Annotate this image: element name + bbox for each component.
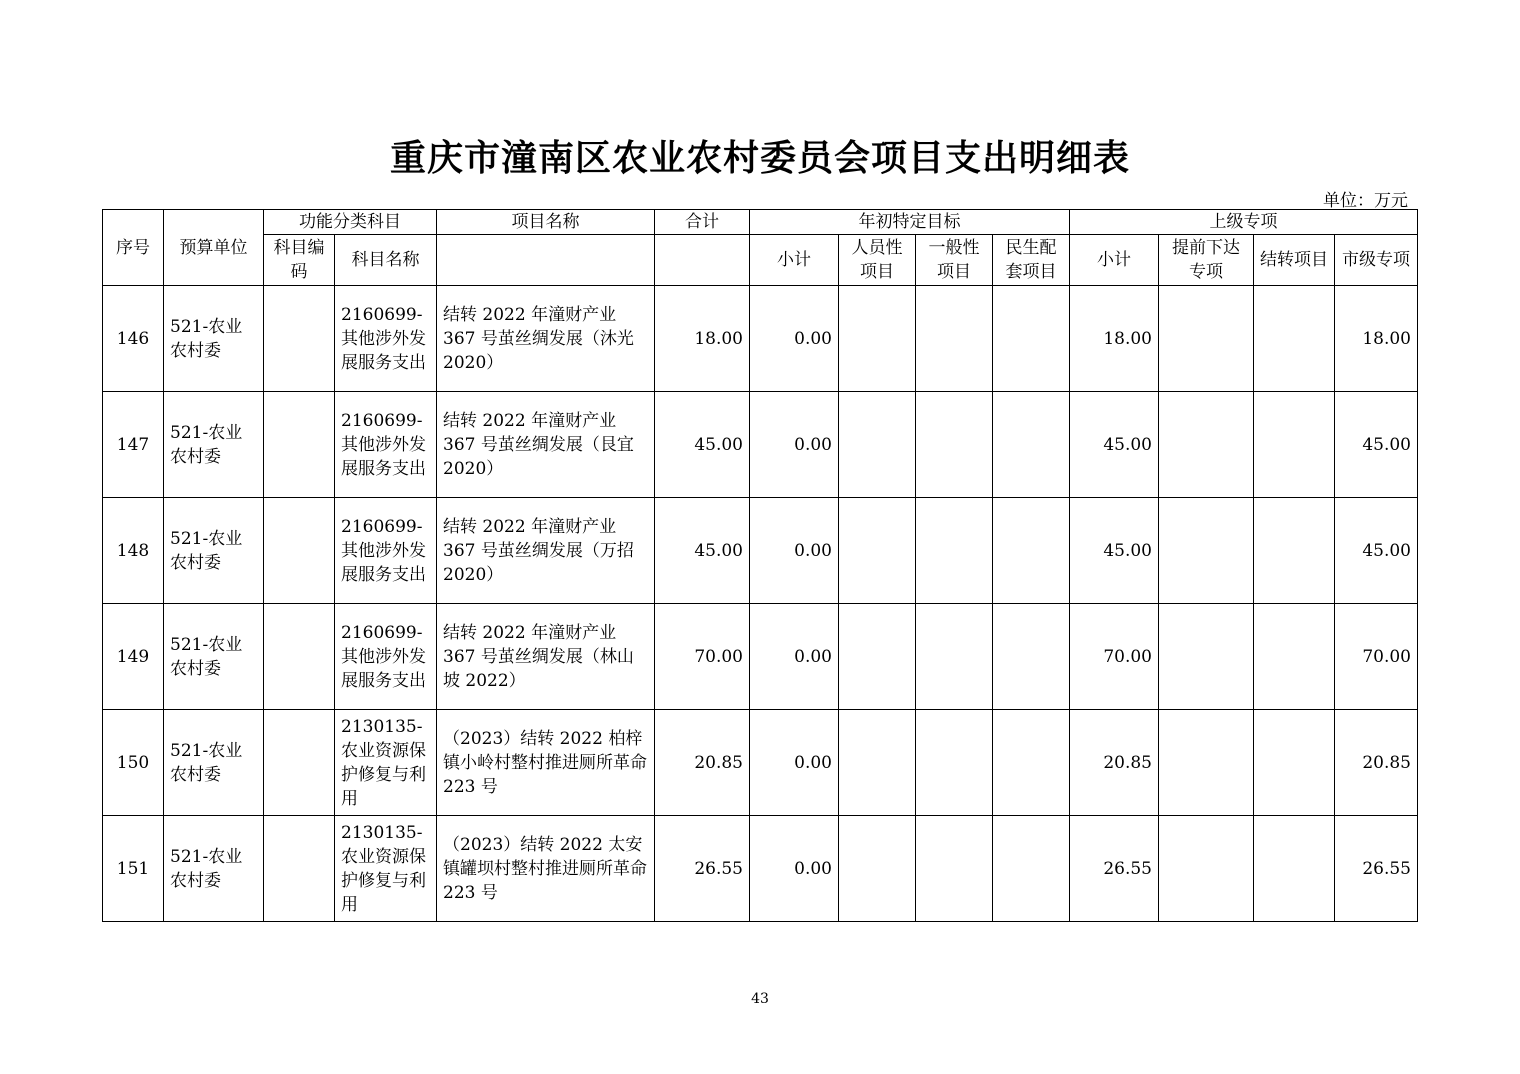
cell-total: 20.85 [655,710,750,816]
cell-advance [1159,286,1254,392]
cell-unit: 521-农业农村委 [164,710,264,816]
cell-code [264,710,335,816]
cell-city: 26.55 [1335,816,1418,922]
cell-seq: 146 [103,286,164,392]
cell-project: 结转 2022 年潼财产业 367 号茧丝绸发展（艮宜 2020） [437,392,655,498]
cell-project: 结转 2022 年潼财产业 367 号茧丝绸发展（林山坡 2022） [437,604,655,710]
cell-seq: 147 [103,392,164,498]
header-project-name-blank [437,235,655,286]
page-number: 43 [751,991,769,1007]
cell-livelihood [993,604,1070,710]
cell-unit: 521-农业农村委 [164,498,264,604]
cell-project: （2023）结转 2022 太安镇罐坝村整村推进厕所革命 223 号 [437,816,655,922]
header-general: 一般性项目 [916,235,993,286]
header-carry: 结转项目 [1254,235,1335,286]
cell-advance [1159,816,1254,922]
cell-city: 45.00 [1335,392,1418,498]
table-row [103,498,1418,604]
cell-advance [1159,392,1254,498]
cell-carry [1254,816,1335,922]
cell-general [916,498,993,604]
cell-seq: 148 [103,498,164,604]
cell-code [264,816,335,922]
cell-total: 45.00 [655,392,750,498]
cell-unit: 521-农业农村委 [164,604,264,710]
cell-project: （2023）结转 2022 柏梓镇小岭村整村推进厕所革命 223 号 [437,710,655,816]
cell-livelihood [993,498,1070,604]
cell-total: 26.55 [655,816,750,922]
table-row [103,286,1418,392]
cell-code [264,286,335,392]
header-total-blank [655,235,750,286]
cell-general [916,392,993,498]
cell-personnel [839,604,916,710]
cell-carry [1254,286,1335,392]
cell-seq: 149 [103,604,164,710]
table-row [103,392,1418,498]
header-func-class: 功能分类科目 [264,210,437,235]
cell-livelihood [993,286,1070,392]
cell-subject: 2160699-其他涉外发展服务支出 [335,392,437,498]
header-subject-name: 科目名称 [335,235,437,286]
cell-livelihood [993,816,1070,922]
cell-city: 45.00 [1335,498,1418,604]
cell-general [916,286,993,392]
cell-city: 18.00 [1335,286,1418,392]
cell-seq: 150 [103,710,164,816]
cell-carry [1254,392,1335,498]
cell-upper-subtotal: 45.00 [1070,498,1159,604]
cell-annual-subtotal: 0.00 [750,604,839,710]
header-annual-subtotal: 小计 [750,235,839,286]
cell-subject: 2130135-农业资源保护修复与利用 [335,710,437,816]
header-city: 市级专项 [1335,235,1418,286]
cell-livelihood [993,710,1070,816]
header-upper-subtotal: 小计 [1070,235,1159,286]
cell-code [264,604,335,710]
cell-advance [1159,604,1254,710]
cell-annual-subtotal: 0.00 [750,286,839,392]
cell-city: 70.00 [1335,604,1418,710]
cell-upper-subtotal: 26.55 [1070,816,1159,922]
cell-personnel [839,816,916,922]
cell-city: 20.85 [1335,710,1418,816]
cell-general [916,816,993,922]
header-total: 合计 [655,210,750,235]
cell-project: 结转 2022 年潼财产业 367 号茧丝绸发展（万招 2020） [437,498,655,604]
header-advance: 提前下达专项 [1159,235,1254,286]
header-row-1 [103,210,1418,235]
cell-personnel [839,710,916,816]
cell-upper-subtotal: 18.00 [1070,286,1159,392]
cell-upper-subtotal: 45.00 [1070,392,1159,498]
cell-carry [1254,710,1335,816]
cell-total: 70.00 [655,604,750,710]
header-project-name: 项目名称 [437,210,655,235]
unit-label: 单位：万元 [1323,191,1408,211]
cell-annual-subtotal: 0.00 [750,498,839,604]
cell-subject: 2160699-其他涉外发展服务支出 [335,286,437,392]
table-row [103,604,1418,710]
cell-personnel [839,286,916,392]
cell-project: 结转 2022 年潼财产业 367 号茧丝绸发展（沐光 2020） [437,286,655,392]
header-personnel: 人员性项目 [839,235,916,286]
cell-carry [1254,498,1335,604]
cell-unit: 521-农业农村委 [164,286,264,392]
header-upper-special: 上级专项 [1070,210,1418,235]
expenditure-table [102,209,1418,922]
cell-personnel [839,498,916,604]
header-annual-target: 年初特定目标 [750,210,1070,235]
cell-total: 18.00 [655,286,750,392]
header-seq: 序号 [103,210,164,286]
cell-unit: 521-农业农村委 [164,392,264,498]
cell-total: 45.00 [655,498,750,604]
table-row [103,816,1418,922]
cell-subject: 2160699-其他涉外发展服务支出 [335,604,437,710]
cell-livelihood [993,392,1070,498]
cell-upper-subtotal: 20.85 [1070,710,1159,816]
cell-personnel [839,392,916,498]
cell-seq: 151 [103,816,164,922]
header-subject-code: 科目编码 [264,235,335,286]
cell-advance [1159,498,1254,604]
table-row [103,710,1418,816]
cell-annual-subtotal: 0.00 [750,710,839,816]
cell-annual-subtotal: 0.00 [750,816,839,922]
header-row-2 [103,235,1418,286]
header-livelihood: 民生配套项目 [993,235,1070,286]
cell-advance [1159,710,1254,816]
cell-carry [1254,604,1335,710]
cell-general [916,604,993,710]
cell-code [264,392,335,498]
page-title: 重庆市潼南区农业农村委员会项目支出明细表 [389,137,1130,179]
cell-subject: 2160699-其他涉外发展服务支出 [335,498,437,604]
header-budget-unit: 预算单位 [164,210,264,286]
cell-annual-subtotal: 0.00 [750,392,839,498]
cell-upper-subtotal: 70.00 [1070,604,1159,710]
cell-code [264,498,335,604]
cell-general [916,710,993,816]
cell-subject: 2130135-农业资源保护修复与利用 [335,816,437,922]
cell-unit: 521-农业农村委 [164,816,264,922]
